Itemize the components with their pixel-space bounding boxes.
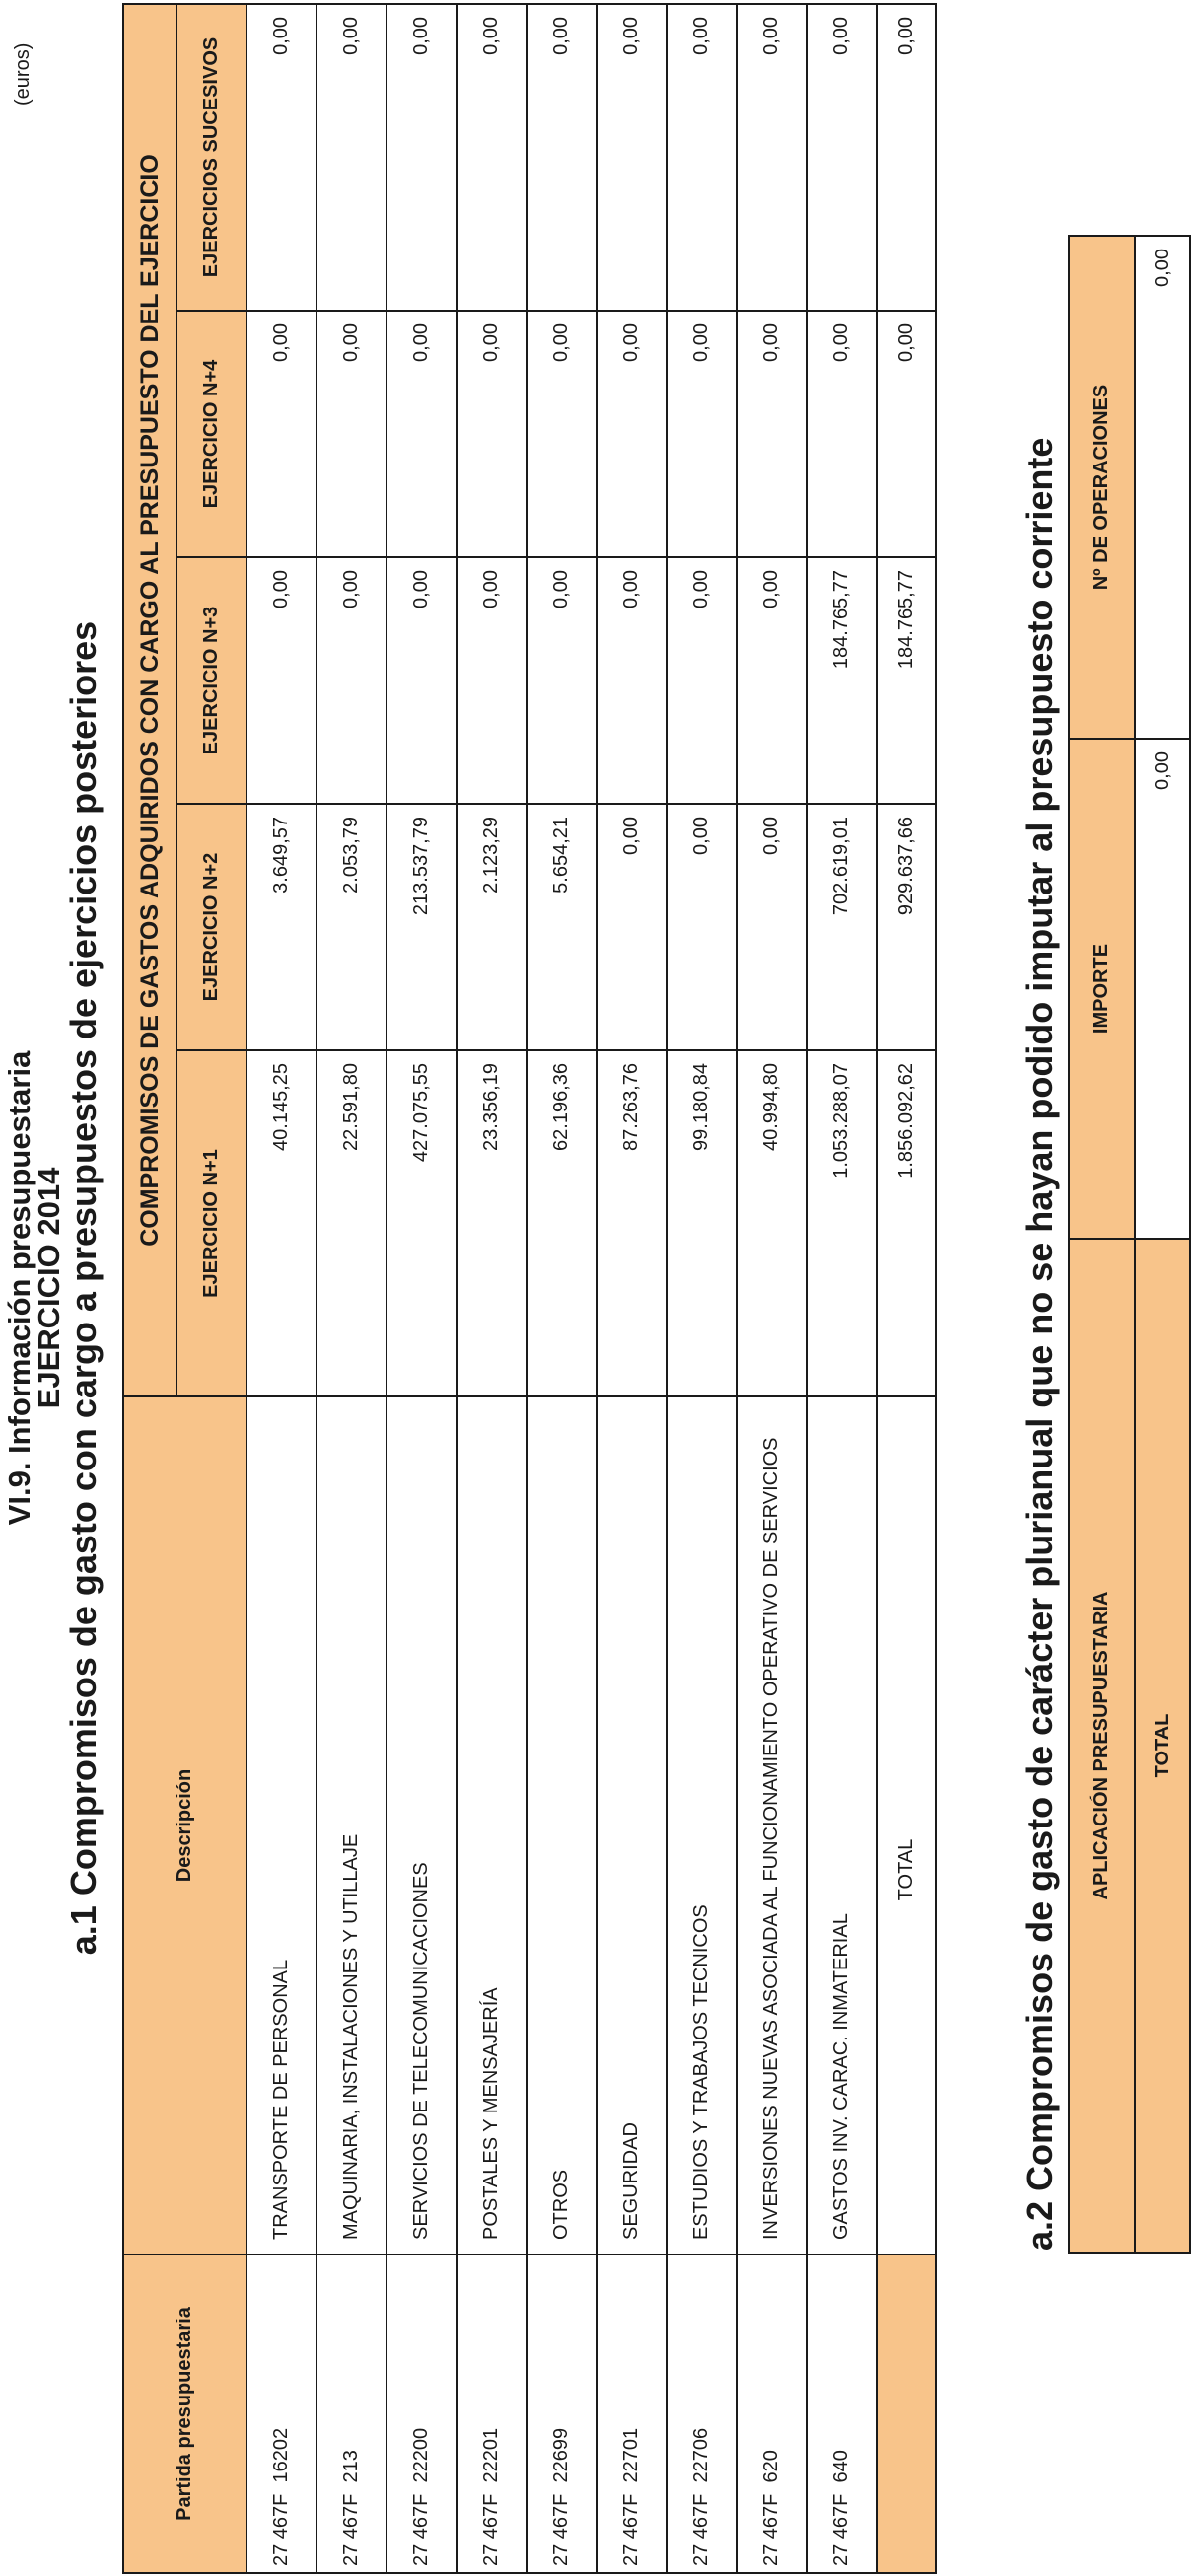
cell-n2: 5.654,21 (527, 804, 597, 1050)
cell-n4: 0,00 (807, 311, 877, 557)
cell-n4: 0,00 (667, 311, 737, 557)
section-a2-heading: a.2 Compromisos de gasto de carácter plurianual que no se hayan podido imputar al presupuesto corriente (1020, 437, 1060, 2251)
cell-n1: 87.263,76 (597, 1050, 667, 1396)
cell-n2: 3.649,57 (246, 804, 317, 1050)
header-n4: EJERCICIO N+4 (176, 311, 246, 557)
cell-descripcion: OTROS (527, 1396, 597, 2254)
cell-sucesivos: 0,00 (317, 4, 387, 311)
cell-n4: 0,00 (737, 311, 807, 557)
cell-n1: 99.180,84 (667, 1050, 737, 1396)
cell-n4: 0,00 (387, 311, 457, 557)
cell-n1: 40.145,25 (246, 1050, 317, 1396)
table-row (527, 4, 597, 2573)
header-aplicacion: APLICACIÓN PRESUPUESTARIA (1069, 1239, 1135, 2253)
cell-n4: 0,00 (597, 311, 667, 557)
cell-n3: 0,00 (246, 557, 317, 804)
cell-n2: 213.537,79 (387, 804, 457, 1050)
cell-descripcion: MAQUINARIA, INSTALACIONES Y UTILLAJE (317, 1396, 387, 2254)
table-row (246, 4, 317, 2573)
header-sucesivos: EJERCICIOS SUCESIVOS (176, 4, 246, 311)
total-n2: 929.637,66 (877, 804, 936, 1050)
header-importe: IMPORTE (1069, 739, 1135, 1239)
cell-partida: 27 467F 213 (317, 2254, 387, 2573)
plurianual-table (1068, 235, 1191, 2254)
total-blank-cell (877, 2254, 936, 2573)
cell-descripcion: GASTOS INV. CARAC. INMATERIAL (807, 1396, 877, 2254)
cell-n1: 427.075,55 (387, 1050, 457, 1396)
cell-n1: 22.591,80 (317, 1050, 387, 1396)
cell-sucesivos: 0,00 (457, 4, 527, 311)
commitments-table (122, 3, 937, 2574)
cell-n1: 23.356,19 (457, 1050, 527, 1396)
cell-n4: 0,00 (527, 311, 597, 557)
cell-n1: 40.994,80 (737, 1050, 807, 1396)
section-a1-heading: a.1 Compromisos de gasto con cargo a presupuestos de ejercicios posteriores (63, 620, 104, 1956)
total-label: TOTAL (877, 1396, 936, 2254)
cell-n3: 0,00 (667, 557, 737, 804)
total-sucesivos: 0,00 (877, 4, 936, 311)
cell-n2: 702.619,01 (807, 804, 877, 1050)
a2-total-operaciones: 0,00 (1135, 236, 1190, 739)
table-row (457, 4, 527, 2573)
table-row (737, 4, 807, 2573)
cell-partida: 27 467F 16202 (246, 2254, 317, 2573)
a2-total-importe: 0,00 (1135, 739, 1190, 1239)
table-row (807, 4, 877, 2573)
cell-n3: 0,00 (387, 557, 457, 804)
cell-sucesivos: 0,00 (597, 4, 667, 311)
total-n1: 1.856.092,62 (877, 1050, 936, 1396)
cell-n3: 0,00 (317, 557, 387, 804)
total-row (1135, 236, 1190, 2253)
header-operaciones: Nº DE OPERACIONES (1069, 236, 1135, 739)
header-descripcion: Descripción (123, 1396, 246, 2254)
total-n4: 0,00 (877, 311, 936, 557)
table-row (387, 4, 457, 2573)
cell-descripcion: SERVICIOS DE TELECOMUNICACIONES (387, 1396, 457, 2254)
cell-n3: 0,00 (457, 557, 527, 804)
cell-sucesivos: 0,00 (737, 4, 807, 311)
cell-sucesivos: 0,00 (667, 4, 737, 311)
a2-total-label: TOTAL (1135, 1239, 1190, 2253)
cell-n2: 2.053,79 (317, 804, 387, 1050)
cell-n2: 0,00 (737, 804, 807, 1050)
cell-descripcion: POSTALES Y MENSAJERÍA (457, 1396, 527, 2254)
cell-n1: 62.196,36 (527, 1050, 597, 1396)
header-partida: Partida presupuestaria (123, 2254, 246, 2573)
cell-partida: 27 467F 620 (737, 2254, 807, 2573)
units-label: (euros) (12, 42, 34, 106)
cell-descripcion: TRANSPORTE DE PERSONAL (246, 1396, 317, 2254)
cell-n2: 0,00 (597, 804, 667, 1050)
table-row (597, 4, 667, 2573)
cell-descripcion: ESTUDIOS Y TRABAJOS TECNICOS (667, 1396, 737, 2254)
cell-partida: 27 467F 640 (807, 2254, 877, 2573)
cell-partida: 27 467F 22699 (527, 2254, 597, 2573)
page-title: VI.9. Información presupuestaria (2, 1050, 36, 1526)
header-group: COMPROMISOS DE GASTOS ADQUIRIDOS CON CARGO AL PRESUPUESTO DEL EJERCICIO (123, 4, 176, 1396)
cell-n4: 0,00 (246, 311, 317, 557)
header-n1: EJERCICIO N+1 (176, 1050, 246, 1396)
cell-n3: 184.765,77 (807, 557, 877, 804)
cell-partida: 27 467F 22706 (667, 2254, 737, 2573)
cell-sucesivos: 0,00 (527, 4, 597, 311)
cell-n2: 0,00 (667, 804, 737, 1050)
cell-n1: 1.053.288,07 (807, 1050, 877, 1396)
cell-descripcion: INVERSIONES NUEVAS ASOCIADA AL FUNCIONAMIENTO OPERATIVO DE SERVICIOS (737, 1396, 807, 2254)
total-n3: 184.765,77 (877, 557, 936, 804)
cell-partida: 27 467F 22201 (457, 2254, 527, 2573)
header-n3: EJERCICIO N+3 (176, 557, 246, 804)
cell-n2: 2.123,29 (457, 804, 527, 1050)
page-subtitle: EJERCICIO 2014 (32, 1167, 66, 1409)
cell-sucesivos: 0,00 (807, 4, 877, 311)
cell-sucesivos: 0,00 (246, 4, 317, 311)
cell-partida: 27 467F 22701 (597, 2254, 667, 2573)
cell-n4: 0,00 (317, 311, 387, 557)
cell-n4: 0,00 (457, 311, 527, 557)
cell-partida: 27 467F 22200 (387, 2254, 457, 2573)
table-row (667, 4, 737, 2573)
total-row (877, 4, 936, 2573)
table-row (317, 4, 387, 2573)
cell-n3: 0,00 (597, 557, 667, 804)
cell-descripcion: SEGURIDAD (597, 1396, 667, 2254)
cell-n3: 0,00 (737, 557, 807, 804)
header-n2: EJERCICIO N+2 (176, 804, 246, 1050)
cell-n3: 0,00 (527, 557, 597, 804)
cell-sucesivos: 0,00 (387, 4, 457, 311)
